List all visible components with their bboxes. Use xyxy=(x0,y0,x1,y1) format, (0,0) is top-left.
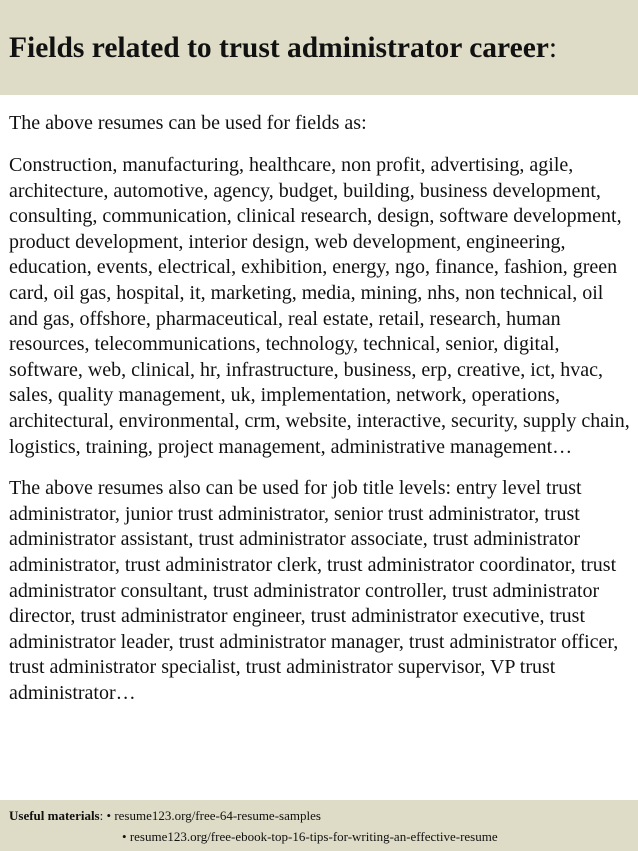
label-separator: : xyxy=(99,808,107,823)
ebook-tips-link[interactable]: resume123.org/free-ebook-top-16-tips-for-writing-an-effective-resume xyxy=(129,829,498,844)
resume-samples-link[interactable]: resume123.org/free-64-resume-samples xyxy=(114,808,321,823)
page-title-colon: : xyxy=(548,32,558,64)
main-content xyxy=(9,110,633,706)
bullet-glyph: • xyxy=(122,829,130,844)
useful-materials-label: Useful materials xyxy=(9,808,100,823)
job-levels-list: The above resumes also can be used for job title levels: entry level trust administrator, junior trust administrator, senior trust administrator, trust administrator assistant, trust administrator associate, trust administrator administrator, trust administrator clerk, trust administrator coordinator, trust administrator consultant, trust administrator controller, trust administrator director, trust administrator engineer, trust administrator executive, trust administrator leader, trust administrator manager, trust administrator officer, trust administrator specialist, trust administrator supervisor, VP trust administrator… xyxy=(9,477,619,704)
page-title xyxy=(9,30,557,66)
bullet-glyph: • xyxy=(106,808,115,823)
intro-text: The above resumes can be used for fields as: xyxy=(9,112,367,134)
footer-band xyxy=(0,800,638,851)
fields-list: Construction, manufacturing, healthcare, non profit, advertising, agile, architecture, automotive, agency, budget, building, business development, consulting, communication, clinical research, design, software development, product development, interior design, web development, engineering, education, events, electrical, exhibition, energy, ngo, finance, fashion, green card, oil gas, hospital, it, marketing, media, mining, nhs, non technical, oil and gas, offshore, pharmaceutical, real estate, retail, research, human resources, telecommunications, technology, technical, senior, digital, software, web, clinical, hr, infrastructure, business, erp, creative, ict, hvac, sales, quality management, uk, implementation, network, operations, architectural, environmental, crm, website, interactive, security, supply chain, logistics, training, project management, administrative management… xyxy=(9,154,630,458)
page-title-text: Fields related to trust administrator career xyxy=(9,32,549,64)
header-band xyxy=(0,0,638,95)
footer-line-2 xyxy=(122,829,498,845)
footer-line-1 xyxy=(9,808,321,824)
